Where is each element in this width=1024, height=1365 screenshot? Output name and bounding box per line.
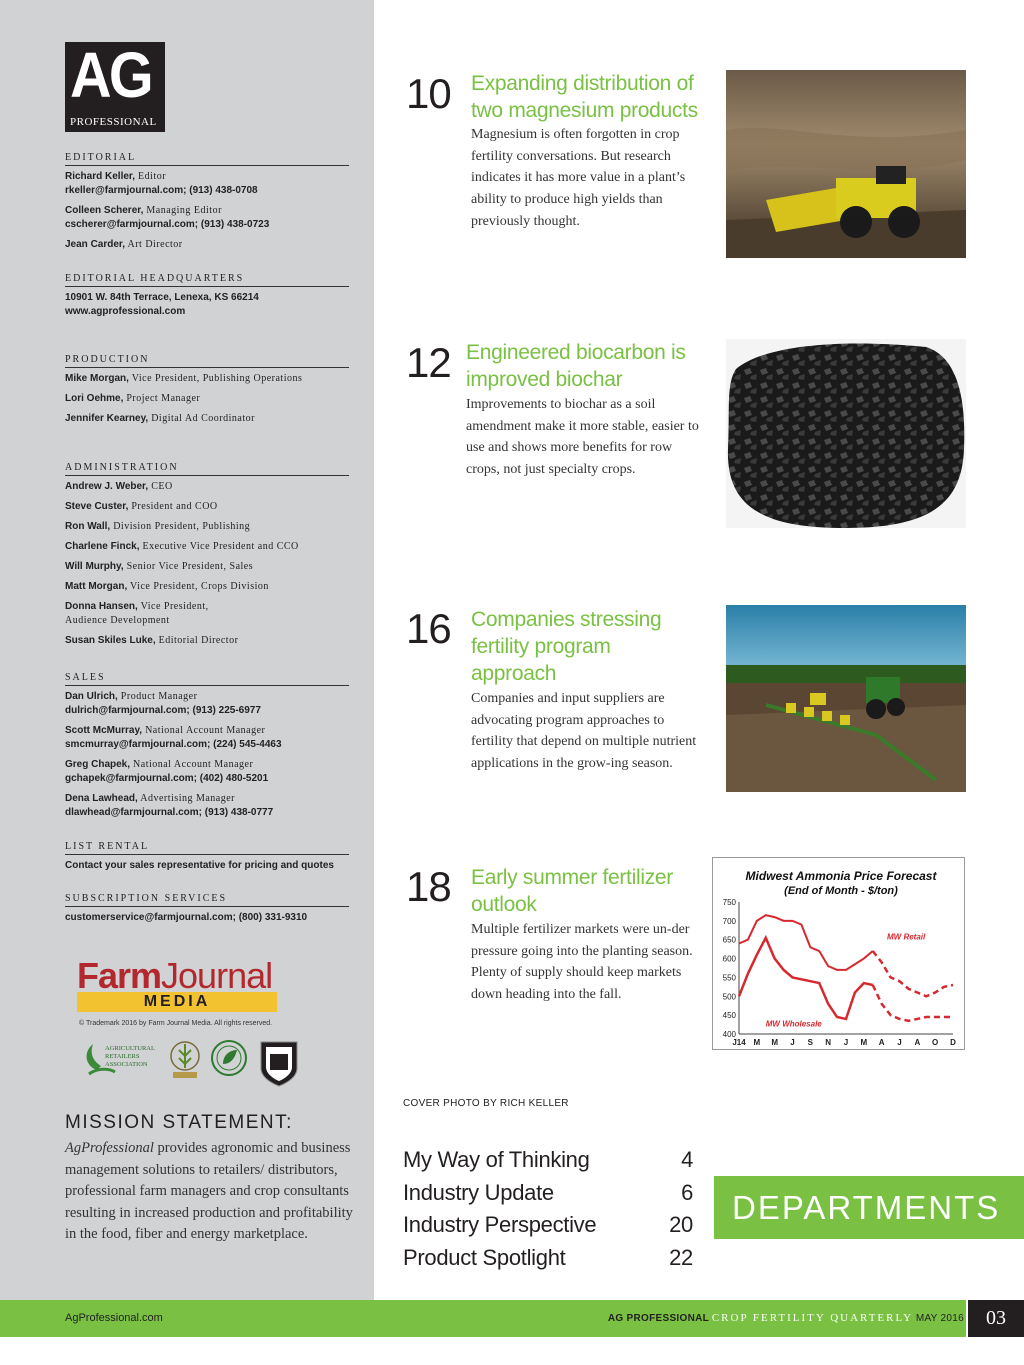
staff-entry: Susan Skiles Luke, Editorial Director	[65, 635, 239, 646]
department-item[interactable]: Product Spotlight 22	[403, 1244, 693, 1270]
subscription-contact[interactable]: customerservice@farmjournal.com; (800) 331-9310	[65, 912, 308, 923]
chart-title: Midwest Ammonia Price Forecast	[745, 869, 937, 883]
asfmra-shield-logo	[257, 1038, 301, 1088]
staff-entry: Steve Custer, President and COO	[65, 501, 218, 512]
chart-y-tick-label: 550	[722, 973, 736, 983]
article-title[interactable]: Engineered biocarbon is improved biochar	[466, 341, 686, 391]
staff-role: Editor	[135, 171, 167, 182]
chart-forecast-line	[873, 951, 953, 996]
department-item[interactable]: My Way of Thinking 4	[403, 1147, 693, 1172]
chart-x-tick-label: A	[878, 1038, 885, 1047]
staff-entry: Scott McMurray, National Account Manager smcmurray@farmjournal.com; (224) 545-4463	[65, 724, 349, 752]
chart-x-tick-label: S	[807, 1038, 814, 1047]
staff-role: Art Director	[125, 239, 183, 250]
chart-series-line	[739, 938, 873, 1019]
staff-entry: Greg Chapek, National Account Manager gchapek@farmjournal.com; (402) 480-5201	[65, 758, 349, 786]
chart-x-tick-label: J	[897, 1038, 902, 1047]
staff-entry: Jennifer Kearney, Digital Ad Coordinator	[65, 413, 255, 424]
agronomy-seal-logo	[209, 1038, 249, 1080]
hq-section	[65, 273, 349, 325]
chart-y-tick-label: 400	[722, 1030, 736, 1039]
article-page-number: 10	[406, 70, 451, 117]
list-rental-section	[65, 841, 349, 879]
department-item[interactable]: Industry Update 6	[403, 1179, 693, 1205]
svg-text:RETAILERS: RETAILERS	[105, 1053, 140, 1060]
staff-entry: Ron Wall, Division President, Publishing	[65, 521, 251, 532]
subscription-section	[65, 893, 349, 931]
chart-x-tick-label: J	[843, 1038, 849, 1047]
chart-x-tick-label: O	[932, 1038, 939, 1047]
tractor-planter-photo	[726, 605, 966, 792]
staff-name: Richard Keller,	[65, 171, 136, 182]
section-heading: LIST RENTAL	[65, 841, 349, 855]
article-title[interactable]: Early summer fertilizer outlook	[471, 866, 673, 916]
staff-contact[interactable]: smcmurray@farmjournal.com; (224) 545-4463	[65, 739, 282, 750]
chart-canvas	[713, 858, 966, 1051]
staff-entry: Will Murphy, Senior Vice President, Sales	[65, 561, 254, 572]
logo-main: AG	[70, 39, 151, 111]
agricultural-retailers-association-logo	[75, 1038, 165, 1078]
chart-x-tick-label: M	[771, 1038, 779, 1047]
logo-sub: PROFESSIONAL	[70, 116, 157, 128]
administration-section	[65, 462, 349, 654]
hq-address: 10901 W. 84th Terrace, Lenexa, KS 66214 www.agprofessional.com	[65, 291, 349, 319]
page-number: 03	[966, 1300, 1024, 1337]
article-summary: Companies and input suppliers are advocating program approaches to fertility that depend on multiple nutrient applications in the grow-ing season.	[471, 691, 697, 772]
staff-contact[interactable]: rkeller@farmjournal.com; (913) 438-0708	[65, 185, 258, 196]
department-item[interactable]: Industry Perspective 20	[403, 1212, 693, 1237]
chart-x-tick-label: J	[790, 1038, 795, 1047]
chart-x-tick-label: A	[914, 1038, 921, 1047]
chart-series-label: MW Wholesale	[765, 1019, 822, 1029]
certified-crop-adviser-logo	[167, 1038, 203, 1084]
ag-professional-logo	[65, 39, 165, 132]
section-heading: EDITORIAL	[65, 152, 349, 166]
chart-y-tick-label: 700	[722, 916, 736, 926]
cover-photo-credit: COVER PHOTO BY RICH KELLER	[403, 1098, 569, 1109]
mining-loader-photo	[726, 70, 966, 258]
departments-list	[403, 1144, 693, 1274]
staff-entry: Charlene Finck, Executive Vice President and CCO	[65, 541, 299, 552]
sales-section	[65, 672, 349, 826]
ammonia-price-chart	[712, 857, 965, 1050]
chart-x-tick-label: D	[950, 1038, 956, 1047]
section-heading: PRODUCTION	[65, 354, 349, 368]
article-page-number: 12	[406, 339, 451, 386]
staff-entry: Donna Hansen, Vice President, Audience Development	[65, 601, 209, 626]
chart-y-tick-label: 450	[722, 1011, 736, 1021]
article-summary: Magnesium is often forgotten in crop fertility conversations. But research indicates it has more value in a plant’s ability to produce high yields than previously thought.	[471, 127, 686, 229]
mission-heading: MISSION STATEMENT:	[65, 1112, 293, 1133]
staff-entry: Dena Lawhead, Advertising Manager dlawhead@farmjournal.com; (913) 438-0777	[65, 792, 349, 820]
staff-contact[interactable]: dlawhead@farmjournal.com; (913) 438-0777	[65, 807, 274, 818]
mission-statement	[65, 1112, 365, 1246]
editorial-section	[65, 152, 349, 258]
staff-contact[interactable]: gchapek@farmjournal.com; (402) 480-5201	[65, 773, 269, 784]
chart-y-tick-label: 600	[722, 954, 736, 964]
affiliation-badges	[75, 1038, 305, 1088]
production-section	[65, 354, 349, 432]
staff-contact[interactable]: dulrich@farmjournal.com; (913) 225-6977	[65, 705, 261, 716]
farm-journal-media-logo: FarmJournal MEDIA	[77, 958, 287, 1012]
chart-y-tick-label: 500	[722, 992, 736, 1002]
staff-entry: Mike Morgan, Vice President, Publishing Operations	[65, 373, 303, 384]
article-summary: Multiple fertilizer markets were un-der pressure going into the planting season. Plenty of supply should keep markets down heading into the fall.	[471, 922, 693, 1003]
article-title[interactable]: Companies stressing fertility program approach	[471, 608, 662, 685]
footer-publication-info: AG PROFESSIONAL CROP FERTILITY QUARTERLY MAY 2016	[607, 1312, 964, 1324]
svg-text:ASSOCIATION: ASSOCIATION	[105, 1061, 148, 1068]
mission-text: AgProfessional provides agronomic and business management solutions to retailers/ distributors, professional farm managers and crop consultants resulting in increased production and profitability in the food, fiber and energy marketplace.	[65, 1140, 353, 1242]
chart-y-tick-label: 750	[722, 898, 736, 907]
chart-y-tick-label: 650	[722, 935, 736, 945]
chart-x-tick-label: M	[860, 1038, 868, 1047]
staff-entry	[65, 238, 349, 252]
staff-name: Jean Carder,	[65, 239, 126, 250]
chart-x-tick-label: N	[825, 1038, 832, 1047]
staff-role: Managing Editor	[143, 205, 222, 216]
chart-forecast-line	[873, 985, 953, 1021]
chart-x-tick-label: M	[753, 1038, 761, 1047]
svg-text:AGRICULTURAL: AGRICULTURAL	[105, 1045, 155, 1052]
chart-series-line	[739, 915, 873, 970]
page-footer	[0, 1300, 1024, 1337]
masthead-sidebar	[0, 0, 374, 1300]
section-heading: SUBSCRIPTION SERVICES	[65, 893, 349, 907]
article-title[interactable]: Expanding distribution of two magnesium products	[471, 72, 698, 122]
article-page-number: 16	[406, 605, 451, 652]
list-rental-text: Contact your sales representative for pricing and quotes	[65, 860, 334, 871]
section-heading: ADMINISTRATION	[65, 462, 349, 476]
staff-entry: Lori Oehme, Project Manager	[65, 393, 201, 404]
staff-entry: Andrew J. Weber, CEO	[65, 481, 173, 492]
staff-entry: Dan Ulrich, Product Manager dulrich@farmjournal.com; (913) 225-6977	[65, 690, 349, 718]
trademark-note: © Trademark 2016 by Farm Journal Media. All rights reserved.	[79, 1020, 273, 1027]
section-heading: SALES	[65, 672, 349, 686]
staff-contact[interactable]: cscherer@farmjournal.com; (913) 438-0723	[65, 219, 270, 230]
chart-subtitle: (End of Month - $/ton)	[784, 885, 898, 897]
staff-entry	[65, 170, 349, 198]
section-heading: EDITORIAL HEADQUARTERS	[65, 273, 349, 287]
hq-website-link[interactable]: www.agprofessional.com	[65, 306, 186, 317]
article-summary: Improvements to biochar as a soil amendment make it more stable, easier to use and shows more benefits for row crops, not just specialty crops.	[466, 397, 699, 478]
chart-x-tick-label: J14	[732, 1038, 746, 1047]
staff-entry: Matt Morgan, Vice President, Crops Division	[65, 581, 269, 592]
staff-entry	[65, 204, 349, 232]
biochar-photo	[726, 339, 966, 528]
chart-series-label: MW Retail	[887, 932, 926, 942]
departments-banner: DEPARTMENTS	[714, 1176, 1024, 1239]
footer-website-link[interactable]: AgProfessional.com	[65, 1312, 163, 1324]
article-page-number: 18	[406, 863, 451, 910]
staff-name: Colleen Scherer,	[65, 205, 144, 216]
